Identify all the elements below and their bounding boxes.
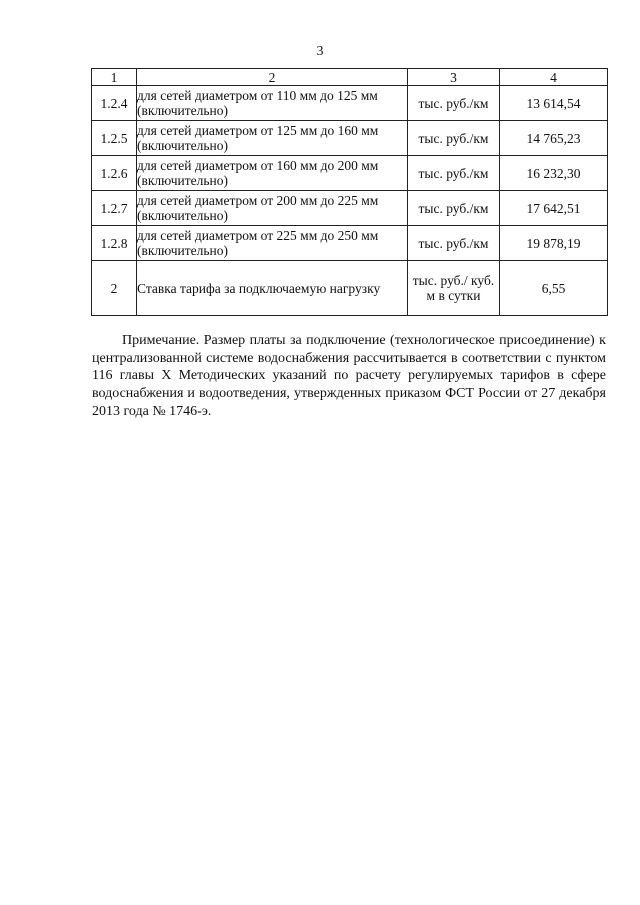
row-number: 1.2.8 (92, 226, 137, 261)
row-unit: тыс. руб./км (408, 226, 500, 261)
row-value: 13 614,54 (500, 86, 608, 121)
table-row (92, 261, 608, 316)
row-value: 16 232,30 (500, 156, 608, 191)
table-row (92, 191, 608, 226)
header-col-3: 3 (408, 69, 500, 86)
table-row (92, 156, 608, 191)
row-value: 14 765,23 (500, 121, 608, 156)
row-number: 1.2.7 (92, 191, 137, 226)
row-unit: тыс. руб./км (408, 191, 500, 226)
row-number: 1.2.6 (92, 156, 137, 191)
row-value: 17 642,51 (500, 191, 608, 226)
header-col-2: 2 (137, 69, 408, 86)
table-row (92, 226, 608, 261)
row-description: для сетей диаметром от 200 мм до 225 мм (включительно) (137, 191, 408, 226)
row-value: 6,55 (500, 261, 608, 316)
row-unit: тыс. руб./км (408, 156, 500, 191)
row-description: для сетей диаметром от 160 мм до 200 мм (включительно) (137, 156, 408, 191)
row-description: Ставка тарифа за подключаемую нагрузку (137, 261, 408, 316)
page-number: 3 (316, 44, 324, 59)
row-number: 1.2.4 (92, 86, 137, 121)
row-value: 19 878,19 (500, 226, 608, 261)
tariff-table (91, 68, 608, 316)
row-description: для сетей диаметром от 110 мм до 125 мм (включительно) (137, 86, 408, 121)
row-unit: тыс. руб./км (408, 86, 500, 121)
note-text: Примечание. Размер платы за подключение (технологическое присоединение) к централизованной системе водоснабжения рассчитывается в соответствии с пунктом 116 главы X Методических указаний по расчету регулируемых тарифов в сфере водоснабжения и водоотведения, утвержденных приказом ФСТ России от 27 декабря 2013 года № 1746-э. (92, 333, 606, 419)
header-col-1: 1 (92, 69, 137, 86)
row-description: для сетей диаметром от 225 мм до 250 мм (включительно) (137, 226, 408, 261)
row-number: 2 (92, 261, 137, 316)
row-unit: тыс. руб./км (408, 121, 500, 156)
table-row (92, 121, 608, 156)
row-unit: тыс. руб./ куб. м в сутки (408, 261, 500, 316)
note-paragraph (92, 332, 606, 421)
header-col-4: 4 (500, 69, 608, 86)
row-description: для сетей диаметром от 125 мм до 160 мм (включительно) (137, 121, 408, 156)
row-number: 1.2.5 (92, 121, 137, 156)
table-row (92, 86, 608, 121)
table-header-row (92, 69, 608, 86)
